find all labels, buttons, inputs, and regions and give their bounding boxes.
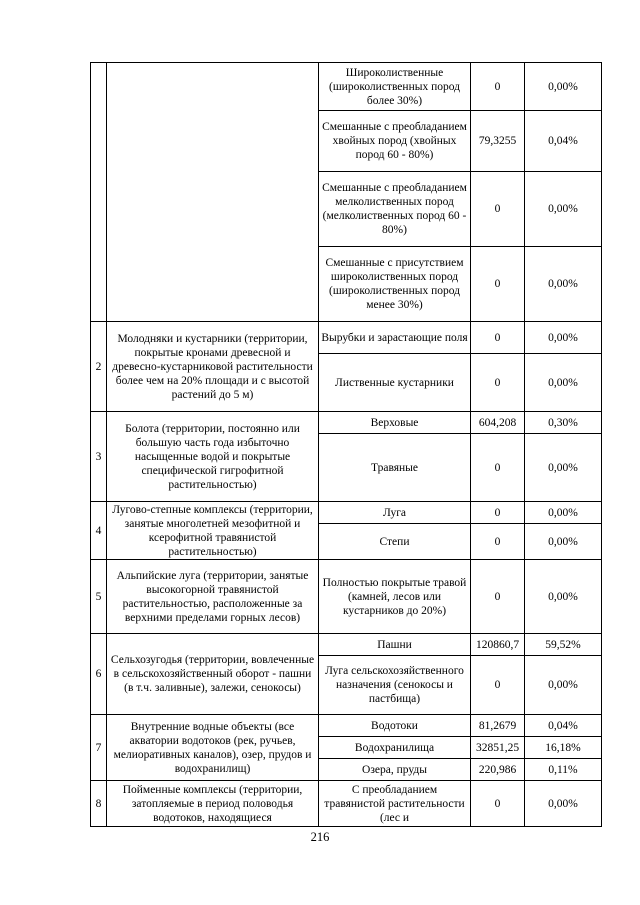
area-cell: 0 xyxy=(471,434,525,502)
category-cell: Сельхозугодья (территории, вовлеченные в сельскохозяйственный оборот - пашни (в т.ч. заливные), залежи, сенокосы) xyxy=(107,634,319,715)
row-number: 5 xyxy=(91,560,107,634)
type-cell: Пашни xyxy=(319,634,471,656)
table-row xyxy=(91,634,602,656)
type-cell: Широколиственные (широколиственных пород более 30%) xyxy=(319,63,471,111)
type-cell: Лиственные кустарники xyxy=(319,354,471,412)
share-cell: 0,04% xyxy=(525,715,602,737)
row-number: 7 xyxy=(91,715,107,781)
area-cell: 0 xyxy=(471,502,525,524)
share-cell: 0,00% xyxy=(525,502,602,524)
row-number xyxy=(91,63,107,322)
type-cell: Смешанные с преобладанием хвойных пород (хвойных пород 60 - 80%) xyxy=(319,111,471,172)
share-cell: 0,00% xyxy=(525,247,602,322)
share-cell: 0,00% xyxy=(525,434,602,502)
category-cell: Внутренние водные объекты (все акватории водотоков (рек, ручьев, мелиоративных каналов), озер, прудов и водохранилищ) xyxy=(107,715,319,781)
area-cell: 0 xyxy=(471,524,525,560)
share-cell: 0,00% xyxy=(525,354,602,412)
share-cell: 0,04% xyxy=(525,111,602,172)
share-cell: 59,52% xyxy=(525,634,602,656)
share-cell: 0,00% xyxy=(525,172,602,247)
type-cell: С преобладанием травянистой растительности (лес и xyxy=(319,781,471,827)
type-cell: Смешанные с присутствием широколиственных пород (широколиственных пород менее 30%) xyxy=(319,247,471,322)
table-row xyxy=(91,412,602,434)
type-cell: Вырубки и зарастающие поля xyxy=(319,322,471,354)
area-cell: 0 xyxy=(471,172,525,247)
area-cell: 604,208 xyxy=(471,412,525,434)
table-row xyxy=(91,560,602,634)
area-cell: 0 xyxy=(471,781,525,827)
share-cell: 0,30% xyxy=(525,412,602,434)
category-cell: Лугово-степные комплексы (территории, занятые многолетней мезофитной и ксерофитной травянистой растительностью) xyxy=(107,502,319,560)
area-cell: 0 xyxy=(471,247,525,322)
area-cell: 81,2679 xyxy=(471,715,525,737)
type-cell: Водотоки xyxy=(319,715,471,737)
area-cell: 0 xyxy=(471,560,525,634)
share-cell: 0,00% xyxy=(525,63,602,111)
row-number: 2 xyxy=(91,322,107,412)
category-cell: Молодняки и кустарники (территории, покрытые кронами древесной и древесно-кустарниковой растительности более чем на 20% площади и с высотой растений до 5 м) xyxy=(107,322,319,412)
type-cell: Полностью покрытые травой (камней, лесов или кустарников до 20%) xyxy=(319,560,471,634)
area-cell: 0 xyxy=(471,322,525,354)
row-number: 8 xyxy=(91,781,107,827)
type-cell: Степи xyxy=(319,524,471,560)
type-cell: Смешанные с преобладанием мелколиственных пород (мелколиственных пород 60 - 80%) xyxy=(319,172,471,247)
type-cell: Верховые xyxy=(319,412,471,434)
share-cell: 0,11% xyxy=(525,759,602,781)
area-cell: 120860,7 xyxy=(471,634,525,656)
page-number: 216 xyxy=(310,830,330,844)
area-cell: 0 xyxy=(471,354,525,412)
table-row xyxy=(91,322,602,354)
area-cell: 220,986 xyxy=(471,759,525,781)
row-number: 3 xyxy=(91,412,107,502)
category-cell xyxy=(107,63,319,322)
share-cell: 0,00% xyxy=(525,560,602,634)
row-number: 4 xyxy=(91,502,107,560)
area-cell: 79,3255 xyxy=(471,111,525,172)
type-cell: Луга сельскохозяйственного назначения (сенокосы и пастбища) xyxy=(319,656,471,715)
category-cell: Болота (территории, постоянно или большую часть года избыточно насыщенные водой и покрытые специфической гигрофитной растительностью) xyxy=(107,412,319,502)
share-cell: 16,18% xyxy=(525,737,602,759)
table-row xyxy=(91,715,602,737)
share-cell: 0,00% xyxy=(525,322,602,354)
table-row xyxy=(91,63,602,111)
area-cell: 32851,25 xyxy=(471,737,525,759)
area-cell: 0 xyxy=(471,63,525,111)
type-cell: Травяные xyxy=(319,434,471,502)
type-cell: Озера, пруды xyxy=(319,759,471,781)
share-cell: 0,00% xyxy=(525,524,602,560)
row-number: 6 xyxy=(91,634,107,715)
table-row xyxy=(91,781,602,827)
table-row xyxy=(91,502,602,524)
type-cell: Луга xyxy=(319,502,471,524)
share-cell: 0,00% xyxy=(525,781,602,827)
category-cell: Альпийские луга (территории, занятые высокогорной травянистой растительностью, расположенные за верхними пределами горных лесов) xyxy=(107,560,319,634)
land-cover-table xyxy=(90,62,602,827)
share-cell: 0,00% xyxy=(525,656,602,715)
area-cell: 0 xyxy=(471,656,525,715)
category-cell: Пойменные комплексы (территории, затопляемые в период половодья водотоков, находящиеся xyxy=(107,781,319,827)
type-cell: Водохранилища xyxy=(319,737,471,759)
